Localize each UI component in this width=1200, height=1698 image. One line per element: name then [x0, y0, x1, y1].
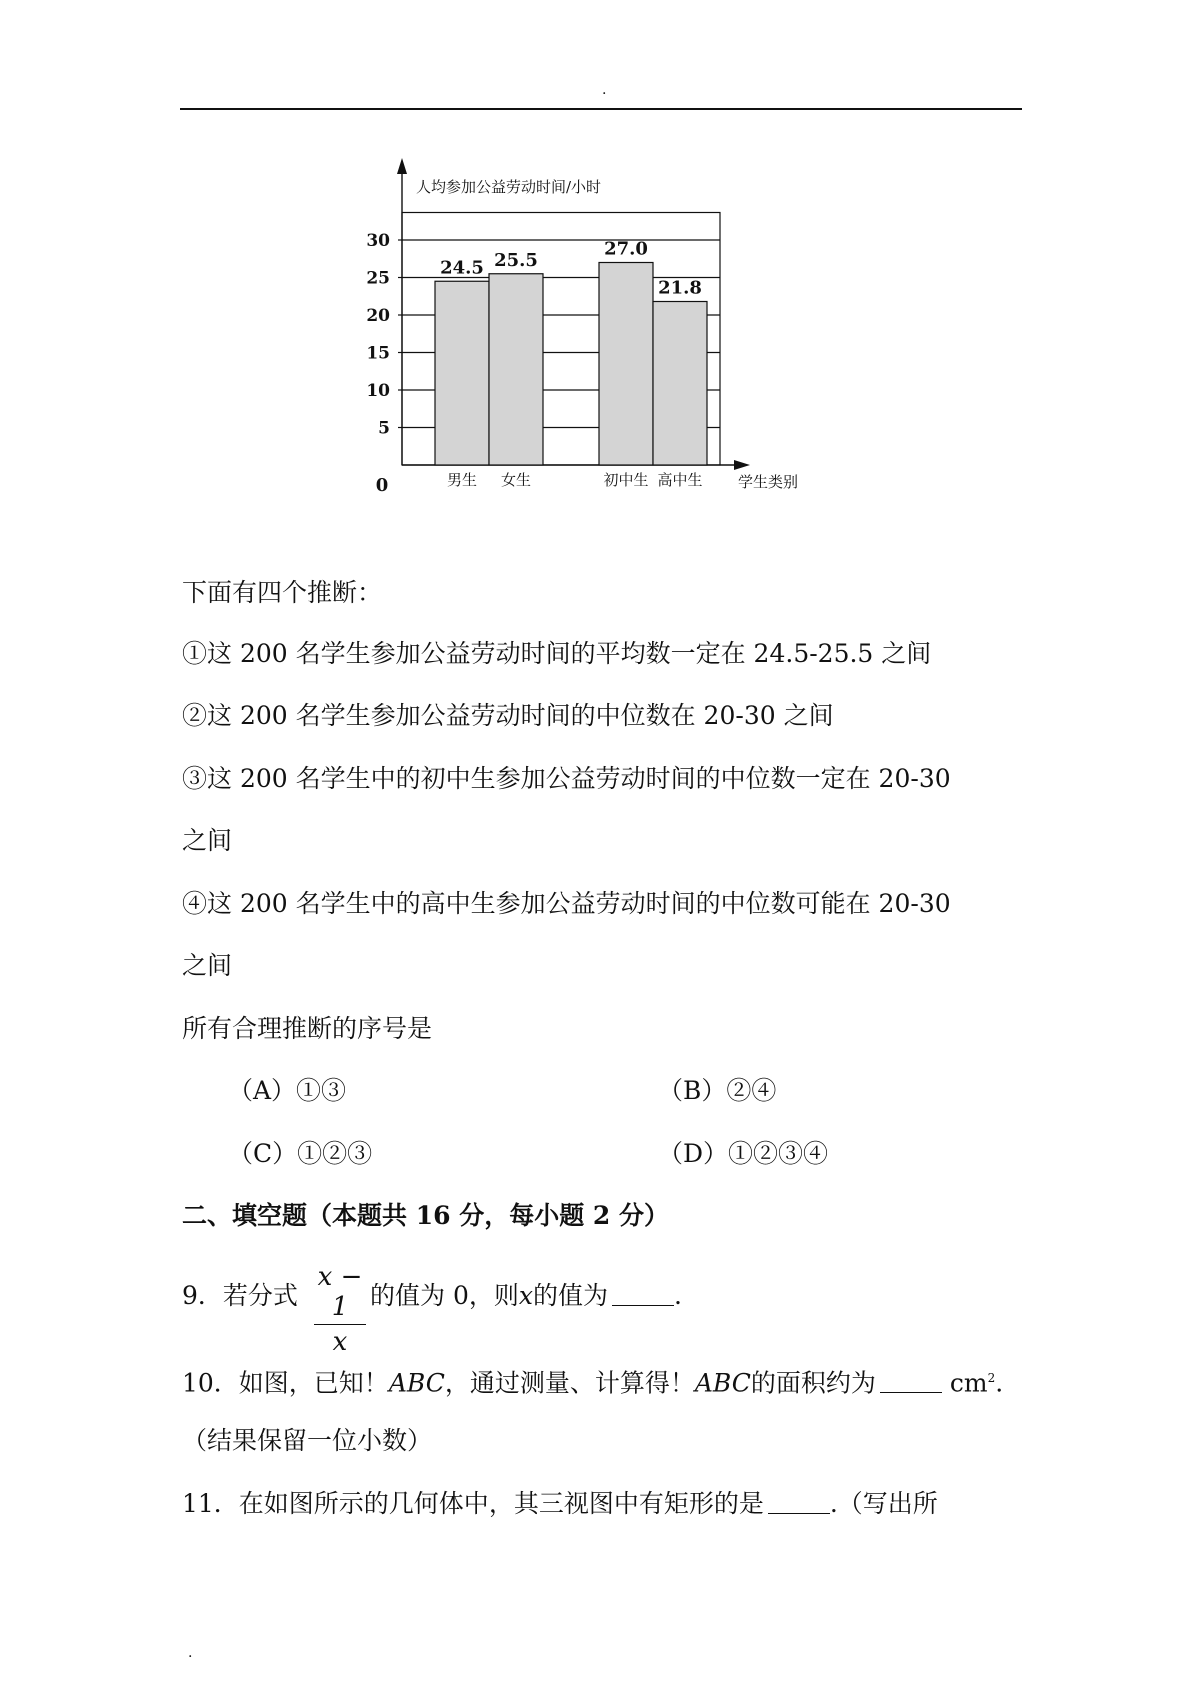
q9-prefix: 9．若分式 [182, 1281, 298, 1310]
bar-value-label: 25.5 [494, 249, 538, 271]
header-mark: . [602, 82, 607, 98]
y-tick-label: 25 [366, 268, 390, 289]
q9-denominator: x [332, 1327, 348, 1357]
origin-label: 0 [375, 475, 389, 496]
q9-var: x [518, 1281, 533, 1310]
statement-3: ③这 200 名学生中的初中生参加公益劳动时间的中位数一定在 20-30 [182, 764, 951, 793]
bar [435, 281, 489, 465]
q11-answer-blank [768, 1491, 830, 1514]
q9-answer-blank [612, 1283, 674, 1306]
q10-pre: 10．如图，已知！ [182, 1368, 389, 1398]
x-axis-title: 学生类别 [737, 473, 799, 491]
bar-value-label: 24.5 [440, 257, 484, 279]
q10-end: . [995, 1368, 1004, 1398]
x-category-label: 初中生 [603, 471, 649, 489]
q10-text [182, 1362, 1003, 1399]
y-tick-label: 10 [366, 381, 390, 401]
q9-post: 的值为 [532, 1281, 608, 1310]
q9-numerator: x − 1 [317, 1262, 363, 1322]
q9-end: . [673, 1281, 682, 1310]
q10-answer-blank [880, 1370, 942, 1393]
option-d: （D）①②③④ [658, 1139, 829, 1168]
option-b: （B）②④ [658, 1076, 777, 1105]
y-tick-label: 30 [366, 231, 390, 251]
intro-text: 下面有四个推断： [182, 578, 383, 607]
statement-1: ①这 200 名学生参加公益劳动时间的平均数一定在 24.5-25.5 之间 [182, 639, 932, 668]
q10-mid: ，通过测量、计算得！ [444, 1368, 695, 1398]
q10-post: 的面积约为 [750, 1368, 876, 1398]
bar [599, 263, 653, 466]
question-text: 所有合理推断的序号是 [182, 1014, 433, 1043]
bar [489, 274, 543, 465]
y-axis-title: 人均参加公益劳动时间/小时 [416, 178, 602, 196]
bar-value-label: 21.8 [658, 277, 702, 299]
x-category-label: 高中生 [657, 471, 703, 489]
bar [653, 302, 707, 466]
footer-mark: . [188, 1645, 193, 1661]
statement-4: ④这 200 名学生中的高中生参加公益劳动时间的中位数可能在 20-30 [182, 889, 951, 918]
q11-text [182, 1488, 938, 1520]
q9-suffix [370, 1280, 682, 1312]
option-c: （C）①②③ [228, 1139, 373, 1168]
x-category-label: 男生 [446, 471, 478, 489]
q11-main: 11．在如图所示的几何体中，其三视图中有矩形的是 [182, 1489, 764, 1518]
q10-note: （结果保留一位小数） [182, 1426, 433, 1455]
q10-abc-2: ABC [694, 1368, 751, 1398]
bar-chart [340, 150, 860, 540]
y-axis-arrow [397, 158, 407, 174]
fraction-bar [314, 1324, 366, 1325]
q11-end: .（写出所 [829, 1489, 938, 1518]
q10-unit: cm [949, 1368, 988, 1398]
q9-mid: 的值为 0，则 [370, 1281, 519, 1310]
section-2-heading: 二、填空题（本题共 16 分，每小题 2 分） [182, 1201, 670, 1230]
y-tick-label: 5 [378, 418, 390, 439]
statement-2: ②这 200 名学生参加公益劳动时间的中位数在 20-30 之间 [182, 701, 834, 730]
q10-unit-sup: 2 [987, 1371, 996, 1385]
x-axis-arrow [734, 460, 750, 470]
statement-3-cont: 之间 [182, 826, 233, 855]
option-a: （A）①③ [228, 1076, 347, 1105]
statement-4-cont: 之间 [182, 951, 233, 980]
bar-value-label: 27.0 [604, 238, 648, 260]
y-tick-label: 15 [366, 343, 390, 364]
q10-abc-1: ABC [388, 1368, 445, 1398]
header-rule [180, 108, 1022, 110]
q9-fraction [314, 1262, 366, 1357]
x-category-label: 女生 [500, 471, 532, 489]
y-tick-label: 20 [366, 306, 390, 326]
